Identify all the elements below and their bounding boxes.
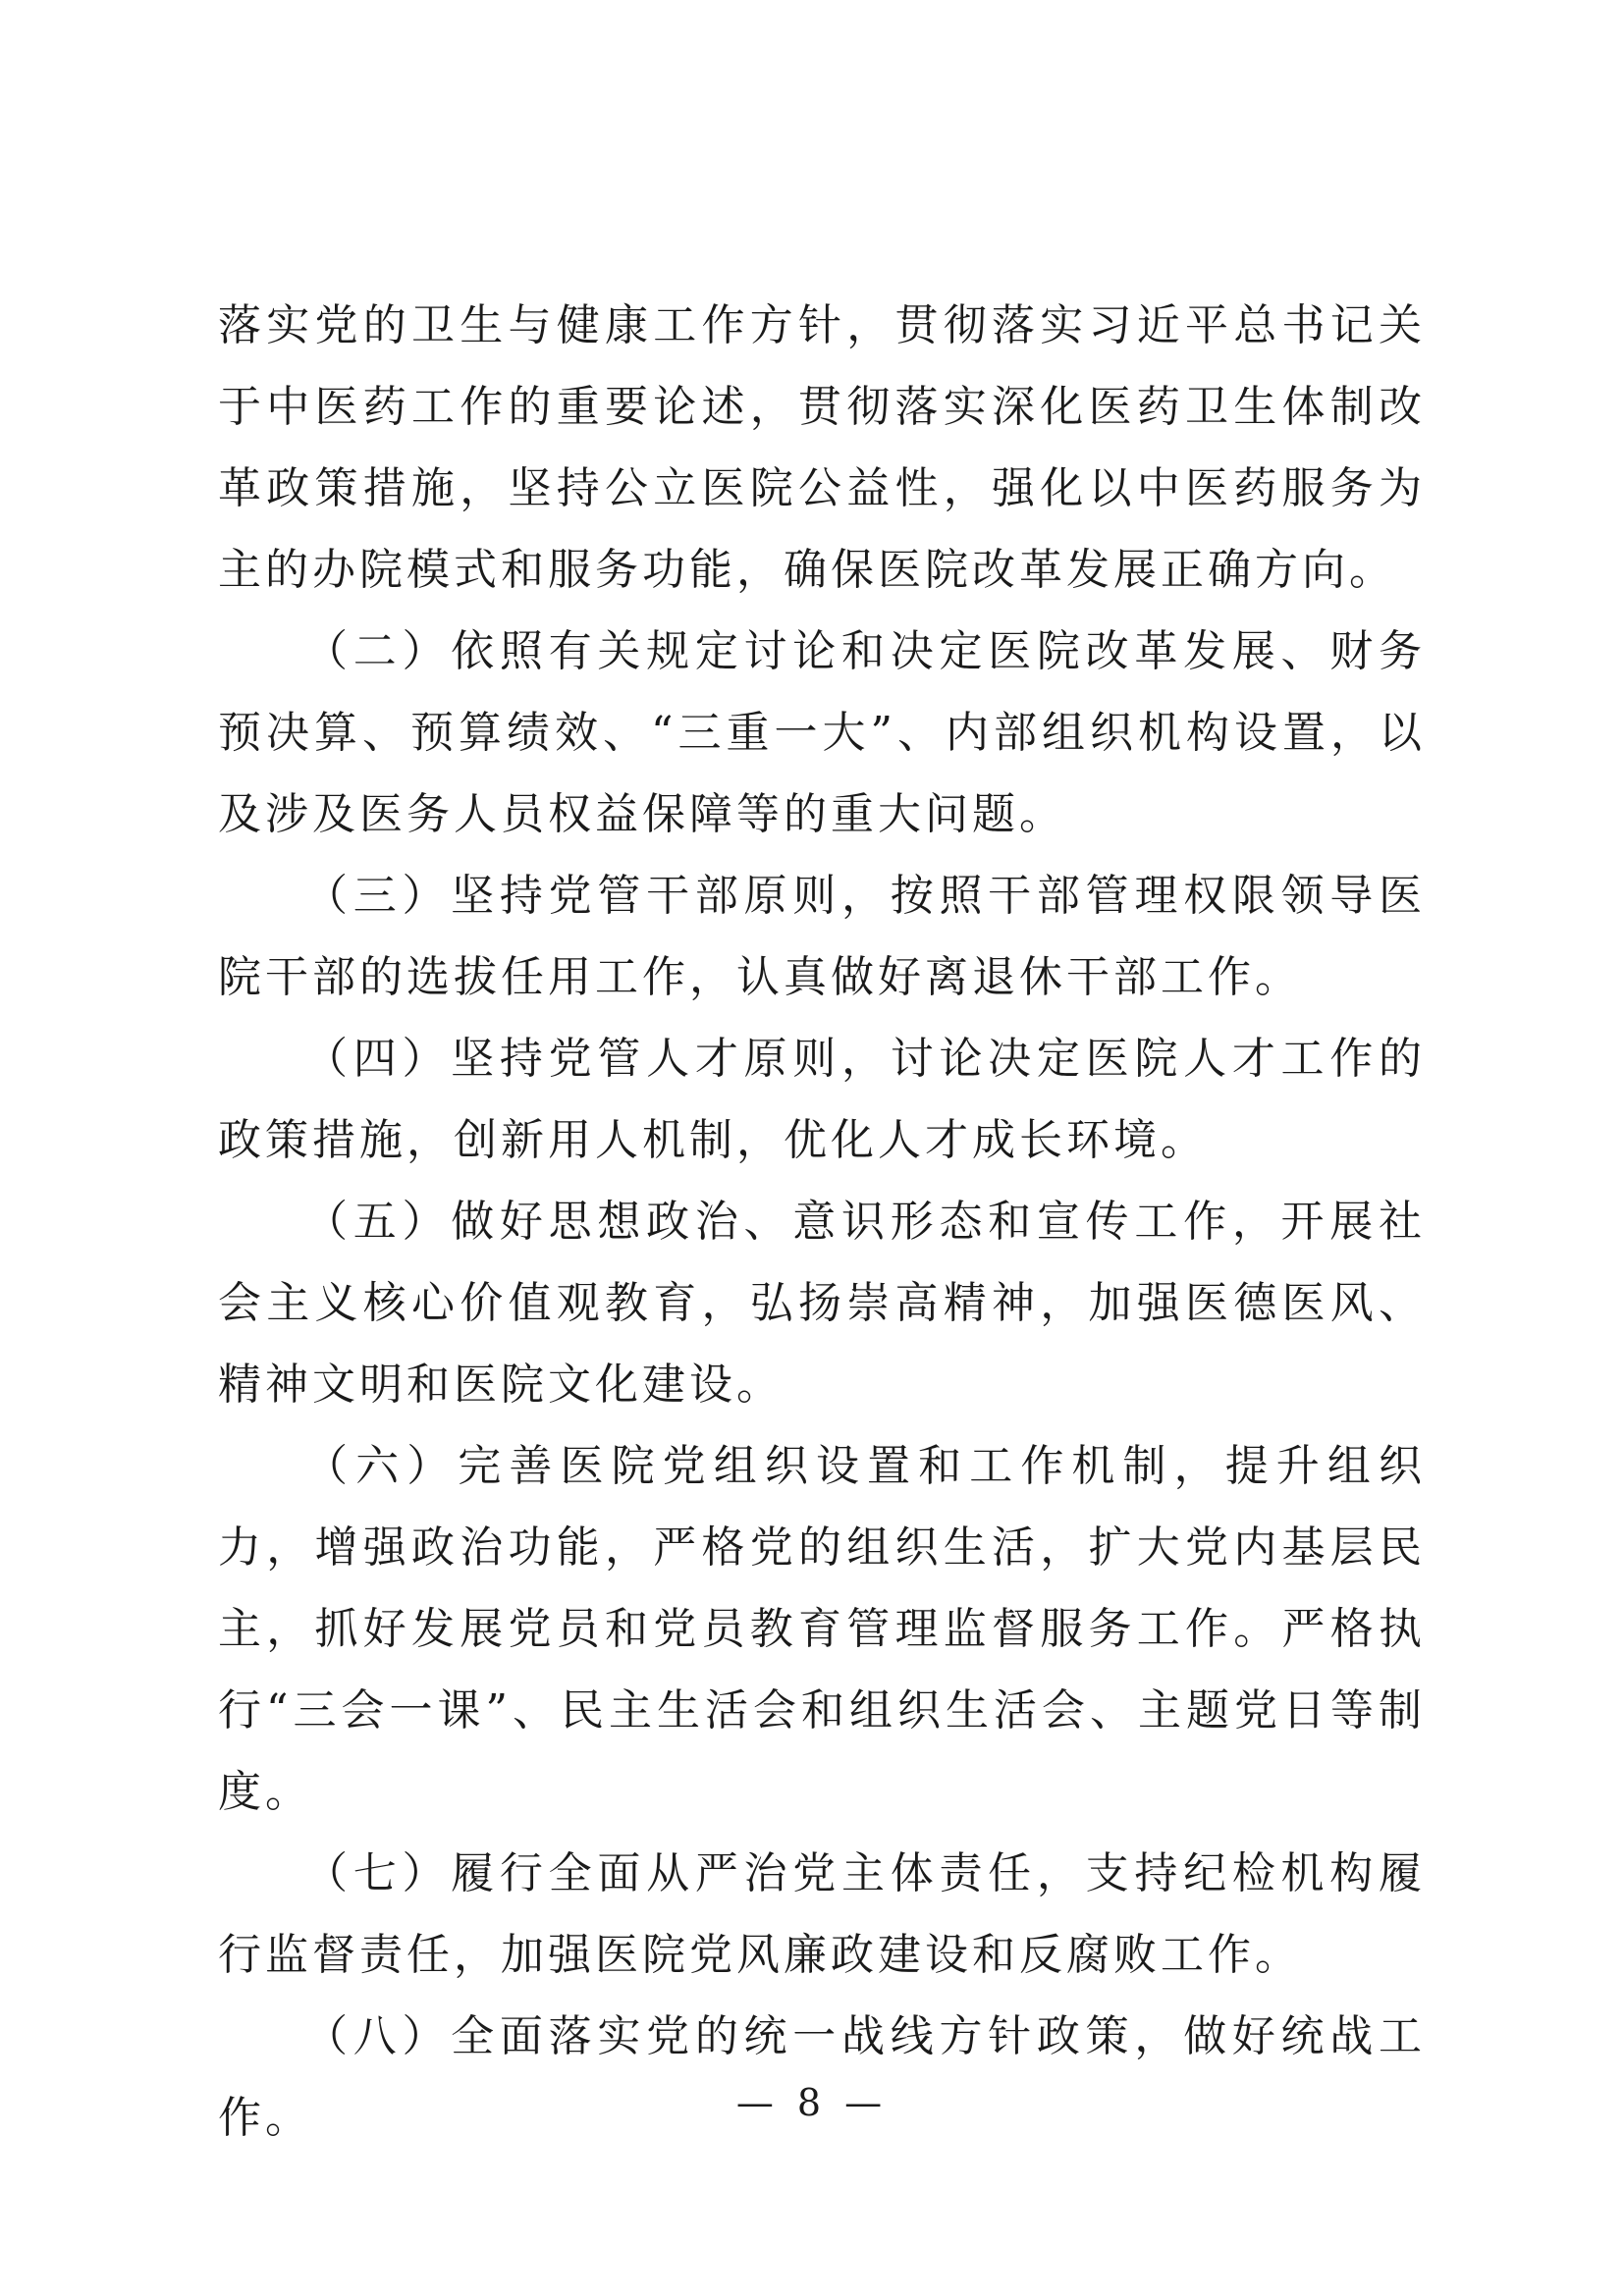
paragraph-item-7: （七）履行全面从严治党主体责任，支持纪检机构履行监督责任，加强医院党风廉政建设和反腐败工作。 <box>218 1848 1426 1980</box>
paragraph-item-2: （二）依照有关规定讨论和决定医院改革发展、财务预决算、预算绩效、“三重一大”、内部组织机构设置，以及涉及医务人员权益保障等的重大问题。 <box>218 626 1426 839</box>
paragraph-item-5: （五）做好思想政治、意识形态和宣传工作，开展社会主义核心价值观教育，弘扬崇高精神，加强医德医风、精神文明和医院文化建设。 <box>218 1197 1426 1410</box>
paragraph-continuation: 落实党的卫生与健康工作方针，贯彻落实习近平总书记关于中医药工作的重要论述，贯彻落实深化医药卫生体制改革政策措施，坚持公立医院公益性，强化以中医药服务为主的办院模式和服务功能，确保医院改革发展正确方向。 <box>218 300 1426 595</box>
page-number: — 8 — <box>735 2081 889 2124</box>
document-body <box>218 285 1426 2159</box>
paragraph-item-3: （三）坚持党管干部原则，按照干部管理权限领导医院干部的选拔任用工作，认真做好离退休干部工作。 <box>218 871 1426 1002</box>
paragraph-item-4: （四）坚持党管人才原则，讨论决定医院人才工作的政策措施，创新用人机制，优化人才成长环境。 <box>218 1034 1426 1165</box>
paragraph-item-8: （八）全面落实党的统一战线方针政策，做好统战工作。 <box>218 2011 1426 2143</box>
paragraph-item-6: （六）完善医院党组织设置和工作机制，提升组织力，增强政治功能，严格党的组织生活，扩大党内基层民主，抓好发展党员和党员教育管理监督服务工作。严格执行“三会一课”、民主生活会和组织生活会、主题党日等制度。 <box>218 1441 1426 1817</box>
